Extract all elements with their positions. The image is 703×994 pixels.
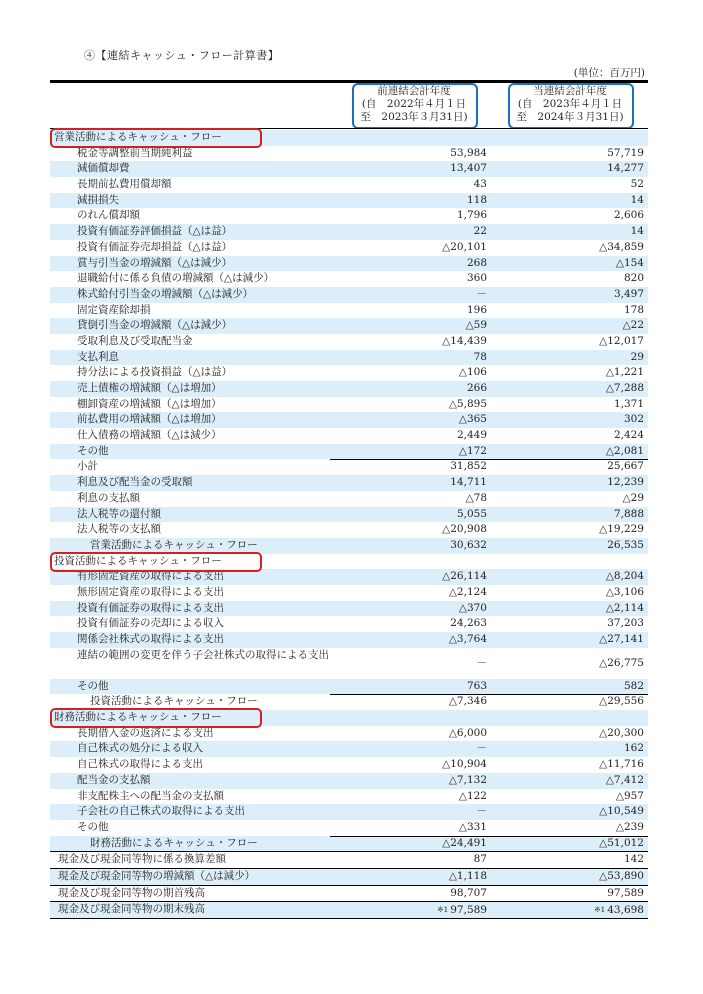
curr-period-value (599, 757, 644, 773)
footnote-marker: ※1 (594, 905, 606, 915)
value-text: 162 (623, 742, 644, 755)
prev-period-value (442, 836, 487, 852)
prev-period-value (442, 569, 487, 585)
value-text: △154 (615, 256, 644, 269)
prev-period-title: 前連結会計年度 (377, 85, 451, 97)
value-text: 118 (466, 193, 487, 206)
row-label: 現金及び現金同等物に係る換算差額 (58, 853, 226, 866)
table-row (50, 428, 648, 444)
curr-period-value (616, 256, 644, 272)
value-text: △22 (622, 319, 644, 332)
section-highlight (50, 128, 262, 148)
prev-period-value (450, 161, 487, 177)
prev-period-value (466, 491, 487, 507)
row-label: 連結の範囲の変更を伴う子会社株式の取得による支出 (77, 648, 329, 661)
value-text: 52 (630, 178, 644, 191)
prev-period-value (467, 193, 487, 209)
value-text: 178 (623, 303, 644, 316)
prev-period-value (467, 679, 487, 695)
curr-period-value (614, 507, 644, 523)
value-text: 31,852 (450, 460, 487, 473)
row-label: 受取利息及び受取配当金 (77, 334, 193, 347)
prev-period-value (437, 902, 487, 919)
table-row (50, 365, 648, 381)
prev-period-value (459, 789, 487, 805)
value-text: 13,407 (450, 162, 487, 175)
row-label: 賞与引当金の増減額（△は減少） (77, 256, 233, 269)
value-text: △2,081 (605, 444, 644, 457)
table-row (50, 773, 648, 789)
prev-period-value (457, 507, 487, 523)
cash-flow-table (50, 130, 648, 919)
row-label: 投資活動によるキャッシュ・フロー (54, 554, 222, 567)
value-text: △19,229 (599, 523, 644, 536)
value-text: △14,439 (442, 334, 487, 347)
value-text: △122 (458, 789, 487, 802)
value-text: － (476, 287, 487, 300)
curr-period-value (606, 365, 644, 381)
value-text: 2,449 (456, 429, 487, 442)
table-row (50, 240, 648, 256)
prev-period-value (449, 585, 487, 601)
prev-period-value (442, 334, 487, 350)
value-text: 3,497 (613, 287, 644, 300)
prev-period-value (450, 475, 487, 491)
curr-period-value (599, 869, 644, 885)
table-row (50, 789, 648, 805)
value-text: △370 (458, 601, 487, 614)
value-text: 25,667 (607, 460, 644, 473)
table-row (50, 334, 648, 350)
prev-period-value (477, 804, 488, 820)
value-text: △11,716 (599, 758, 644, 771)
curr-period-value (606, 585, 644, 601)
value-text: △172 (458, 444, 487, 457)
table-row (50, 161, 648, 177)
curr-period-to: 至 2024年３月31日) (516, 111, 624, 123)
curr-period-value (599, 334, 644, 350)
table-row (50, 397, 648, 413)
table-row (50, 350, 648, 366)
value-text: △957 (615, 789, 644, 802)
row-label: のれん償却額 (77, 209, 140, 222)
row-label: 法人税等の支払額 (77, 523, 161, 536)
value-text: △20,101 (442, 240, 487, 253)
prev-period-value (474, 350, 487, 366)
unit-label: (単位：百万円) (573, 67, 645, 79)
table-row (50, 757, 648, 773)
prev-period-value (467, 381, 487, 397)
row-label: 投資有価証券の売却による収入 (77, 617, 224, 630)
value-text: 26,535 (607, 538, 644, 551)
value-text: 29 (630, 350, 644, 363)
value-text: 360 (466, 272, 487, 285)
value-text: △27,141 (599, 633, 644, 645)
prev-period-value (450, 538, 487, 554)
prev-period-value (442, 240, 487, 256)
value-text: △3,764 (448, 633, 487, 645)
prev-period-value (467, 303, 487, 319)
prev-period-value (450, 459, 487, 475)
curr-period-value (607, 475, 644, 491)
value-text: 268 (466, 256, 487, 269)
value-text: 37,203 (607, 617, 644, 630)
curr-period-value (607, 616, 644, 632)
curr-period-value (599, 240, 644, 256)
prev-period-value (477, 741, 488, 757)
curr-period-value (623, 318, 644, 334)
prev-period-value (474, 177, 487, 193)
value-text: 53,984 (450, 146, 487, 159)
table-row (50, 836, 648, 852)
value-text: 2,606 (613, 209, 644, 222)
value-text: 582 (623, 679, 644, 692)
table-row (50, 256, 648, 272)
row-label: 利息の支払額 (77, 491, 140, 504)
row-label: 持分法による投資損益（△は益） (77, 366, 233, 379)
value-text: 1,796 (456, 209, 487, 222)
row-label: 小計 (77, 460, 98, 473)
prev-period-value (442, 522, 487, 538)
row-label: その他 (77, 444, 109, 457)
table-row (50, 491, 648, 507)
section-highlight (50, 552, 262, 572)
row-label: 前払費用の増減額（△は増加） (77, 413, 222, 426)
value-text: △239 (615, 820, 644, 833)
value-text: △1,221 (605, 366, 644, 379)
table-row (50, 902, 648, 919)
row-label: 投資有価証券売却損益（△は益） (77, 240, 233, 253)
value-text: 78 (473, 350, 487, 363)
row-label: 支払利息 (77, 350, 119, 363)
row-label: 投資活動によるキャッシュ・フロー (90, 695, 258, 708)
curr-period-value (594, 902, 644, 919)
table-row (50, 412, 648, 428)
prev-period-from: (自 2022年４月１日 (361, 98, 467, 110)
curr-period-value (616, 789, 644, 805)
value-text: 43,698 (607, 904, 644, 917)
row-label: 棚卸資産の増減額（△は増加） (77, 397, 222, 410)
prev-period-value (467, 256, 487, 272)
value-text: △8,204 (605, 570, 644, 583)
value-text: △34,859 (599, 240, 644, 253)
prev-period-value (459, 412, 487, 428)
table-row (50, 177, 648, 193)
value-text: 24,263 (450, 617, 487, 630)
value-text: △331 (458, 820, 487, 833)
prev-period-value (449, 632, 487, 648)
table-row (50, 287, 648, 303)
value-text: △5,895 (448, 397, 487, 410)
curr-period-value (607, 161, 644, 177)
curr-period-value (624, 741, 644, 757)
value-text: △29 (622, 491, 644, 504)
value-text: 142 (623, 853, 644, 866)
row-label: 営業活動によるキャッシュ・フロー (90, 538, 258, 551)
row-label: 自己株式の処分による収入 (77, 742, 203, 755)
row-label: 投資有価証券の取得による支出 (77, 601, 224, 614)
curr-period-value (631, 193, 644, 209)
value-text: 7,888 (613, 507, 644, 520)
prev-period-value (449, 694, 487, 710)
prev-period-value (459, 365, 487, 381)
row-label: 無形固定資産の取得による支出 (77, 585, 224, 598)
table-row (50, 208, 648, 224)
value-text: 196 (466, 303, 487, 316)
row-label: 減損損失 (77, 193, 119, 206)
prev-period-value (449, 397, 487, 413)
subtotal-rule (330, 836, 648, 837)
curr-period-value (599, 694, 644, 710)
row-label: 法人税等の還付額 (77, 507, 161, 520)
value-text: △1,118 (448, 869, 487, 882)
row-label: その他 (77, 820, 109, 833)
curr-period-title: 当連結会計年度 (533, 85, 607, 97)
table-row (50, 648, 648, 679)
curr-period-value (606, 381, 644, 397)
prev-period-value (459, 820, 487, 836)
value-text: △53,890 (599, 869, 644, 882)
curr-period-value (614, 208, 644, 224)
prev-period-value (474, 852, 487, 868)
table-row (50, 475, 648, 491)
prev-period-value (466, 318, 487, 334)
value-text: 87 (473, 853, 487, 866)
prev-period-value (449, 773, 487, 789)
curr-period-value (624, 271, 644, 287)
value-text: △20,908 (442, 523, 487, 536)
table-row (50, 601, 648, 617)
curr-period-value (624, 852, 644, 868)
curr-period-value (599, 726, 644, 742)
row-label: 現金及び現金同等物の期末残高 (58, 903, 205, 916)
prev-period-value (449, 726, 487, 742)
table-row (50, 381, 648, 397)
value-text: 763 (466, 679, 487, 692)
value-text: △29,556 (599, 695, 644, 708)
value-text: △20,300 (599, 726, 644, 739)
table-row (50, 820, 648, 836)
prev-period-value (450, 146, 487, 162)
row-label: 利息及び配当金の受取額 (77, 476, 193, 489)
table-row (50, 318, 648, 334)
table-row (50, 224, 648, 240)
value-text: 2,424 (613, 429, 644, 442)
row-label: 売上債権の増減額（△は増加） (77, 382, 222, 394)
value-text: △7,288 (605, 382, 644, 394)
row-label: 現金及び現金同等物の期首残高 (58, 886, 205, 899)
value-text: △106 (458, 366, 487, 379)
curr-period-value (607, 459, 644, 475)
prev-period-value (477, 656, 488, 672)
row-label: 退職給付に係る負債の増減額（△は減少） (77, 272, 275, 285)
table-row (50, 146, 648, 162)
row-label: 長期前払費用償却額 (77, 178, 172, 191)
value-text: 97,589 (607, 886, 644, 899)
curr-period-value (607, 886, 644, 902)
value-text: △6,000 (448, 726, 487, 739)
curr-period-from: (自 2023年４月１日 (517, 98, 623, 110)
table-row (50, 632, 648, 648)
value-text: △10,904 (442, 758, 487, 771)
table-row (50, 522, 648, 538)
table-row (50, 585, 648, 601)
row-label: 子会社の自己株式の取得による支出 (77, 805, 245, 818)
row-label: 配当金の支払額 (77, 773, 151, 786)
value-text: △7,412 (605, 773, 644, 786)
prev-period-to: 至 2023年３月31日) (360, 111, 468, 123)
prev-period-value (457, 428, 487, 444)
curr-period-value (599, 632, 644, 648)
table-row (50, 726, 648, 742)
table-row (50, 616, 648, 632)
prev-period-value (457, 208, 487, 224)
curr-period-value (624, 679, 644, 695)
prev-period-value (459, 444, 487, 460)
value-text: 5,055 (456, 507, 487, 520)
value-text: △26,114 (442, 570, 487, 583)
prev-period-value (474, 224, 487, 240)
value-text: 14,711 (450, 476, 487, 489)
curr-period-value (631, 177, 644, 193)
curr-period-value (606, 569, 644, 585)
row-label: 長期借入金の返済による支出 (77, 726, 214, 739)
prev-period-value (467, 271, 487, 287)
value-text: 302 (623, 413, 644, 426)
value-text: － (476, 742, 487, 755)
prev-period-value (449, 869, 487, 885)
value-text: △2,124 (448, 585, 487, 598)
row-label: 非支配株主への配当金の支払額 (77, 789, 224, 802)
value-text: 22 (473, 225, 487, 238)
prev-period-value (459, 601, 487, 617)
statement-title: ④【連結キャッシュ・フロー計算書】 (84, 49, 280, 62)
row-label: 株式給付引当金の増減額（△は減少） (77, 287, 254, 300)
curr-period-value (631, 224, 644, 240)
value-text: 1,371 (613, 397, 644, 410)
curr-period-value (607, 146, 644, 162)
value-text: 30,632 (450, 538, 487, 551)
table-row (50, 869, 648, 886)
value-text: △78 (465, 491, 487, 504)
table-row (50, 851, 648, 869)
curr-period-value (606, 601, 644, 617)
curr-period-value (599, 836, 644, 852)
row-label: 営業活動によるキャッシュ・フロー (54, 131, 222, 143)
value-text: △3,106 (605, 585, 644, 598)
value-text: 97,589 (450, 904, 487, 917)
value-text: △59 (465, 319, 487, 332)
value-text: 57,719 (607, 146, 644, 159)
row-label: 税金等調整前当期純利益 (77, 146, 193, 159)
row-label: 財務活動によるキャッシュ・フロー (54, 711, 222, 724)
value-text: △7,346 (448, 695, 487, 708)
value-text: △365 (458, 413, 487, 426)
value-text: － (476, 656, 487, 669)
value-text: △51,012 (599, 836, 644, 849)
value-text: △26,775 (599, 656, 644, 669)
table-row (50, 741, 648, 757)
prev-period-value (442, 757, 487, 773)
row-label: 固定資産除却損 (77, 303, 151, 316)
table-row (50, 444, 648, 460)
row-label: 有形固定資産の取得による支出 (77, 570, 224, 583)
table-row (50, 886, 648, 903)
curr-period-value (624, 412, 644, 428)
table-row (50, 193, 648, 209)
value-text: 266 (466, 382, 487, 394)
curr-period-value (599, 804, 644, 820)
subtotal-rule (330, 459, 648, 460)
prev-period-value (450, 886, 487, 902)
curr-period-value (606, 773, 644, 789)
value-text: △7,132 (448, 773, 487, 786)
row-label: 関係会社株式の取得による支出 (77, 633, 224, 645)
prev-period-value (477, 287, 488, 303)
table-row (50, 303, 648, 319)
curr-period-value (614, 397, 644, 413)
value-text: － (476, 805, 487, 818)
value-text: △12,017 (599, 334, 644, 347)
value-text: 820 (623, 272, 644, 285)
value-text: 14,277 (607, 162, 644, 175)
curr-period-value (631, 350, 644, 366)
row-label: 貸倒引当金の増減額（△は減少） (77, 319, 233, 332)
table-row (50, 459, 648, 475)
curr-period-value (614, 428, 644, 444)
curr-period-header (511, 85, 629, 124)
table-row (50, 507, 648, 523)
value-text: △24,491 (442, 836, 487, 849)
curr-period-value (623, 491, 644, 507)
row-label: 財務活動によるキャッシュ・フロー (90, 836, 258, 849)
row-label: 現金及び現金同等物の増減額（△は減少） (58, 869, 256, 882)
row-label: 自己株式の取得による支出 (77, 758, 203, 771)
row-label: 減価償却費 (77, 162, 130, 175)
table-row (50, 679, 648, 695)
value-text: 14 (630, 225, 644, 238)
curr-period-value (599, 522, 644, 538)
prev-period-value (450, 616, 487, 632)
prev-period-header (355, 85, 473, 124)
row-label: その他 (77, 679, 109, 692)
value-text: 14 (630, 193, 644, 206)
value-text: 43 (473, 178, 487, 191)
row-label: 投資有価証券評価損益（△は益） (77, 225, 233, 238)
value-text: 98,707 (450, 886, 487, 899)
value-text: △2,114 (605, 601, 644, 614)
curr-period-value (624, 303, 644, 319)
section-highlight (50, 708, 262, 728)
curr-period-value (616, 820, 644, 836)
value-text: △10,549 (599, 805, 644, 818)
subtotal-rule (330, 694, 648, 695)
footnote-marker: ※1 (437, 905, 449, 915)
table-row (50, 271, 648, 287)
table-row (50, 804, 648, 820)
value-text: 12,239 (607, 476, 644, 489)
curr-period-value (606, 444, 644, 460)
curr-period-value (614, 287, 644, 303)
curr-period-value (599, 656, 644, 672)
row-label: 仕入債務の増減額（△は減少） (77, 429, 222, 442)
curr-period-value (607, 538, 644, 554)
